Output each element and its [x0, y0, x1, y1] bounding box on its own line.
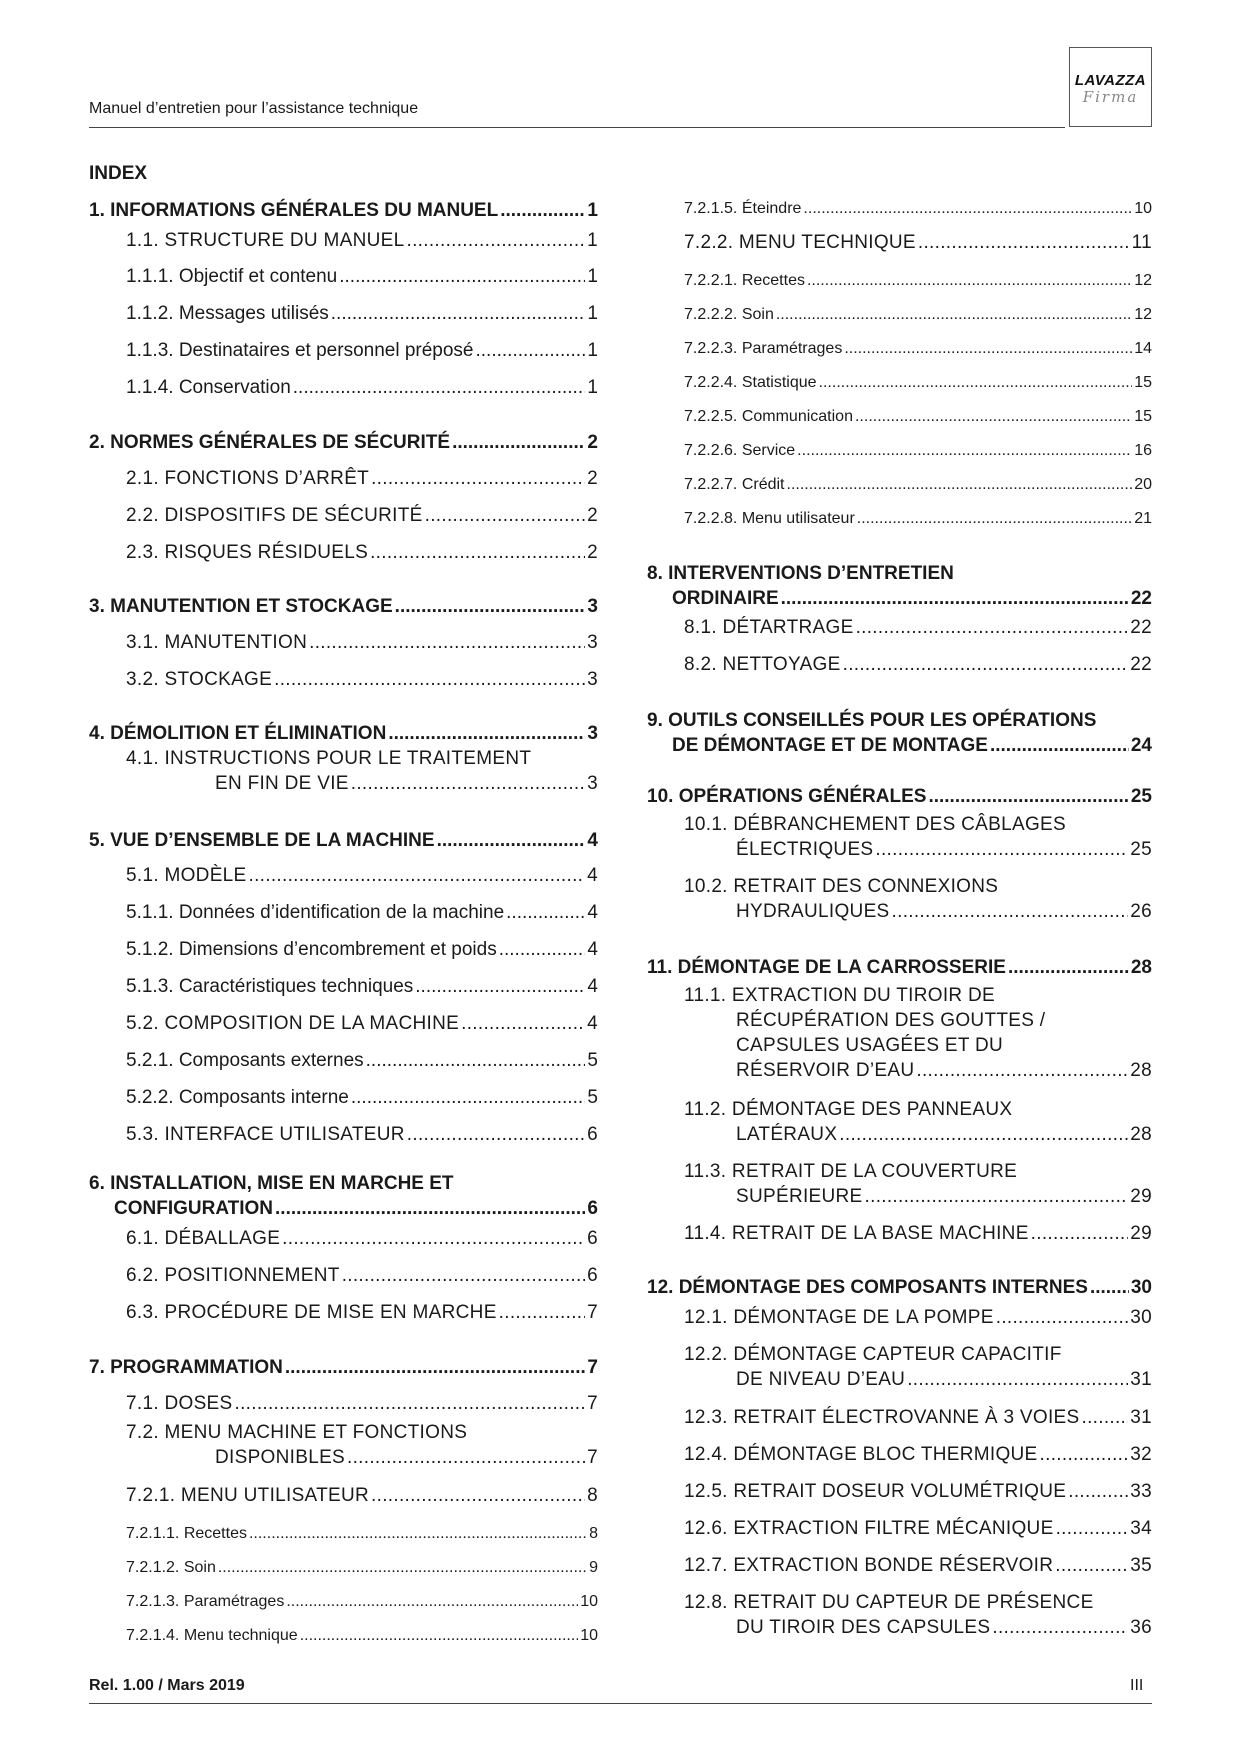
dot-leader [500, 198, 585, 223]
dot-leader [855, 404, 1132, 429]
toc-label-continuation: CONFIGURATION [114, 1198, 274, 1219]
dot-leader [370, 540, 585, 565]
toc-label: 7.2.2.4. Statistique [684, 374, 817, 391]
toc-page-number: 10 [580, 1627, 598, 1644]
toc-page-number: 7 [587, 1357, 598, 1378]
toc-label: 7.2.2.1. Recettes [684, 272, 805, 289]
toc-label: 4.1. INSTRUCTIONS POUR LE TRAITEMENT [126, 748, 532, 769]
toc-page-number: 4 [587, 1013, 598, 1034]
toc-label: 2.3. RISQUES RÉSIDUELS [126, 542, 369, 563]
dot-leader [839, 1122, 1128, 1147]
toc-label: 12.8. RETRAIT DU CAPTEUR DE PRÉSENCE [684, 1592, 1094, 1613]
dot-leader [992, 1615, 1128, 1640]
toc-entry-8[interactable] [647, 561, 1152, 611]
toc-entry-8-1[interactable] [684, 615, 1152, 640]
dot-leader [1055, 1553, 1128, 1578]
toc-page-number: 1 [587, 340, 598, 361]
toc-entry-5-1[interactable] [126, 863, 598, 888]
toc-label: 1.1.2. Messages utilisés [126, 303, 329, 324]
dot-leader [843, 652, 1129, 677]
toc-page-number: 30 [1130, 1307, 1152, 1328]
toc-label: 7.2.2.8. Menu utilisateur [684, 510, 855, 527]
toc-page-number: 4 [587, 939, 598, 960]
toc-entry-7-2-2-6[interactable] [684, 438, 1152, 463]
toc-label: 7.2.1.2. Soin [126, 1559, 216, 1576]
toc-page-number: 25 [1130, 786, 1152, 807]
toc-entry-12-4[interactable] [684, 1442, 1152, 1467]
toc-page-number: 5 [587, 1050, 598, 1071]
toc-label: 7.2.2.7. Crédit [684, 476, 785, 493]
toc-entry-4-1[interactable] [126, 746, 598, 796]
dot-leader [286, 1589, 578, 1614]
toc-entry-7-1[interactable] [126, 1391, 598, 1416]
toc-label-continuation: LATÉRAUX [736, 1124, 838, 1145]
dot-leader [803, 196, 1132, 221]
dot-leader [506, 900, 585, 925]
dot-leader [1090, 1275, 1129, 1300]
toc-label-continuation: ORDINAIRE [672, 588, 779, 609]
toc-label: 9. OUTILS CONSEILLÉS POUR LES OPÉRATIONS [647, 710, 1097, 731]
toc-page-number: 15 [1134, 374, 1152, 391]
toc-label: 7.2.2.2. Soin [684, 306, 774, 323]
toc-label: 7.2.2. MENU TECHNIQUE [684, 232, 916, 253]
toc-entry-5-1-2[interactable] [126, 937, 598, 962]
toc-page-number: 26 [1130, 901, 1152, 922]
toc-page-number: 7 [587, 1302, 598, 1323]
toc-entry-11-4[interactable] [684, 1221, 1152, 1246]
toc-label: 1.1. STRUCTURE DU MANUEL [126, 230, 405, 251]
toc-label-continuation: DU TIROIR DES CAPSULES [736, 1617, 991, 1638]
toc-page-number: 5 [587, 1087, 598, 1108]
toc-page-number: 20 [1134, 476, 1152, 493]
toc-entry-12-2[interactable] [684, 1342, 1152, 1392]
toc-label: 12.5. RETRAIT DOSEUR VOLUMÉTRIQUE [684, 1481, 1067, 1502]
toc-label: 11.2. DÉMONTAGE DES PANNEAUX [684, 1099, 1013, 1120]
toc-entry-10[interactable] [647, 784, 1152, 809]
dot-leader [309, 630, 585, 655]
toc-entry-1[interactable] [89, 198, 598, 223]
toc-entry-11-1[interactable] [684, 983, 1152, 1083]
toc-label: 1.1.1. Objectif et contenu [126, 266, 338, 287]
toc-page-number: 34 [1130, 1518, 1152, 1539]
toc-label: 8. INTERVENTIONS D’ENTRETIEN [647, 563, 954, 584]
toc-label: 5.3. INTERFACE UTILISATEUR [126, 1124, 405, 1145]
toc-label: 10.1. DÉBRANCHEMENT DES CÂBLAGES [684, 814, 1066, 835]
toc-page-number: 3 [587, 632, 598, 653]
toc-page-number: 1 [587, 230, 598, 251]
toc-label: 7.2. MENU MACHINE ET FONCTIONS [126, 1422, 468, 1443]
toc-label-continuation: SUPÉRIEURE [736, 1186, 863, 1207]
dot-leader [476, 338, 586, 363]
toc-entry-3[interactable] [89, 594, 598, 619]
toc-label: 7.2.1. MENU UTILISATEUR [126, 1485, 370, 1506]
toc-entry-5-2[interactable] [126, 1011, 598, 1036]
toc-page-number: 12 [1134, 306, 1152, 323]
toc-label: 12.3. RETRAIT ÉLECTROVANNE À 3 VOIES [684, 1407, 1080, 1428]
toc-label: 3.2. STOCKAGE [126, 669, 273, 690]
toc-label: 5.2. COMPOSITION DE LA MACHINE [126, 1013, 460, 1034]
page-number: III [1130, 1677, 1144, 1694]
toc-entry-2-2[interactable] [126, 503, 598, 528]
toc-page-number: 10 [1134, 200, 1152, 217]
toc-entry-12-5[interactable] [684, 1479, 1152, 1504]
dot-leader [342, 1263, 585, 1288]
toc-entry-6-2[interactable] [126, 1263, 598, 1288]
toc-page-number: 22 [1130, 588, 1152, 609]
logo-wordmark: LAVAZZA [1074, 72, 1147, 89]
toc-entry-12-7[interactable] [684, 1553, 1152, 1578]
toc-label-continuation: DE DÉMONTAGE ET DE MONTAGE [672, 735, 988, 756]
toc-entry-1-1[interactable] [126, 228, 598, 253]
dot-leader [395, 594, 586, 619]
toc-entry-7-2[interactable] [126, 1420, 598, 1470]
toc-page-number: 21 [1134, 510, 1152, 527]
toc-entry-5-2-2[interactable] [126, 1085, 598, 1110]
toc-label: 7.2.1.4. Menu technique [126, 1627, 298, 1644]
toc-label: 5. VUE D’ENSEMBLE DE LA MACHINE [89, 830, 435, 851]
toc-page-number: 3 [587, 596, 598, 617]
toc-page-number: 31 [1130, 1407, 1152, 1428]
dot-leader [407, 1122, 585, 1147]
toc-page-number: 29 [1130, 1223, 1152, 1244]
toc-page-number: 32 [1130, 1444, 1152, 1465]
toc-entry-7-2-2[interactable] [684, 230, 1152, 255]
toc-entry-12[interactable] [647, 1275, 1152, 1300]
dot-leader [371, 466, 585, 491]
toc-entry-3-2[interactable] [126, 667, 598, 692]
toc-page-number: 2 [587, 432, 598, 453]
dot-leader [499, 937, 586, 962]
toc-label: 11.3. RETRAIT DE LA COUVERTURE [684, 1161, 1018, 1182]
toc-label: 12.7. EXTRACTION BONDE RÉSERVOIR [684, 1555, 1054, 1576]
dot-leader [437, 828, 586, 853]
toc-entry-7-2-2-3[interactable] [684, 336, 1152, 361]
toc-label: 8.1. DÉTARTRAGE [684, 617, 854, 638]
dot-leader [351, 1085, 586, 1110]
toc-page-number: 1 [587, 266, 598, 287]
dot-leader [865, 1184, 1129, 1209]
toc-label: 1.1.4. Conservation [126, 377, 291, 398]
toc-page-number: 4 [587, 830, 598, 851]
toc-label: 7.2.2.6. Service [684, 442, 796, 459]
toc-label: 5.1. MODÈLE [126, 865, 247, 886]
toc-label: 8.2. NETTOYAGE [684, 654, 841, 675]
toc-label: 2.2. DISPOSITIFS DE SÉCURITÉ [126, 505, 423, 526]
dot-leader [1056, 1516, 1129, 1541]
toc-page-number: 2 [587, 468, 598, 489]
toc-entry-12-6[interactable] [684, 1516, 1152, 1541]
toc-label: 4. DÉMOLITION ET ÉLIMINATION [89, 723, 387, 744]
toc-label-continuation: EN FIN DE VIE [215, 773, 349, 794]
dot-leader [1031, 1221, 1129, 1246]
toc-label: 6. INSTALLATION, MISE EN MARCHE ET [89, 1173, 454, 1194]
toc-label: 2.1. FONCTIONS D’ARRÊT [126, 468, 370, 489]
toc-entry-7[interactable] [89, 1355, 598, 1380]
dot-leader [339, 264, 585, 289]
toc-page-number: 31 [1130, 1369, 1152, 1390]
dot-leader [388, 721, 585, 746]
toc-label: 5.1.3. Caractéristiques techniques [126, 976, 414, 997]
toc-page-number: 1 [587, 200, 598, 221]
toc-page-number: 29 [1130, 1186, 1152, 1207]
toc-label: 7.1. DOSES [126, 1393, 233, 1414]
toc-page-number: 22 [1130, 654, 1152, 675]
dot-leader [218, 1555, 587, 1580]
toc-page-number: 2 [587, 542, 598, 563]
toc-label: 12.6. EXTRACTION FILTRE MÉCANIQUE [684, 1518, 1054, 1539]
toc-label-continuation: CAPSULES USAGÉES ET DU [736, 1035, 1004, 1056]
toc-label: 7. PROGRAMMATION [89, 1357, 283, 1378]
toc-label: 11.4. RETRAIT DE LA BASE MACHINE [684, 1223, 1029, 1244]
toc-label: 6.3. PROCÉDURE DE MISE EN MARCHE [126, 1302, 497, 1323]
toc-entry-1-1-4[interactable] [126, 375, 598, 400]
dot-leader [1008, 955, 1129, 980]
toc-entry-5[interactable] [89, 828, 598, 853]
toc-label: 1. INFORMATIONS GÉNÉRALES DU MANUEL [89, 200, 499, 221]
dot-leader [857, 506, 1132, 531]
index-heading: INDEX [89, 163, 148, 184]
toc-label: 12.2. DÉMONTAGE CAPTEUR CAPACITIF [684, 1344, 1062, 1365]
toc-label: 12.4. DÉMONTAGE BLOC THERMIQUE [684, 1444, 1038, 1465]
toc-page-number: 3 [587, 773, 598, 794]
toc-page-number: 14 [1134, 340, 1152, 357]
toc-entry-7-2-1-3[interactable] [126, 1589, 598, 1614]
toc-entry-11-3[interactable] [684, 1159, 1152, 1209]
toc-entry-5-3[interactable] [126, 1122, 598, 1147]
toc-page-number: 7 [587, 1447, 598, 1468]
header-divider [89, 127, 1065, 128]
toc-page-number: 8 [589, 1525, 598, 1542]
dot-leader [907, 1367, 1128, 1392]
toc-entry-7-2-1-2[interactable] [126, 1555, 598, 1580]
toc-entry-8-2[interactable] [684, 652, 1152, 677]
toc-entry-12-3[interactable] [684, 1405, 1152, 1430]
dot-leader [407, 228, 586, 253]
toc-entry-10-1[interactable] [684, 812, 1152, 862]
toc-entry-12-8[interactable] [684, 1590, 1152, 1640]
toc-label: 7.2.2.3. Paramétrages [684, 340, 843, 357]
brand-logo [1069, 47, 1152, 127]
toc-entry-6[interactable] [89, 1171, 598, 1221]
toc-page-number: 1 [587, 377, 598, 398]
toc-label: 7.2.1.3. Paramétrages [126, 1593, 285, 1610]
dot-leader [807, 268, 1132, 293]
dot-leader [996, 1305, 1129, 1330]
toc-page-number: 4 [587, 976, 598, 997]
toc-page-number: 28 [1130, 1060, 1152, 1081]
toc-page-number: 9 [589, 1559, 598, 1576]
toc-page-number: 7 [587, 1393, 598, 1414]
dot-leader [415, 974, 585, 999]
toc-page-number: 3 [587, 669, 598, 690]
toc-label: 5.2.1. Composants externes [126, 1050, 364, 1071]
dot-leader [366, 1048, 586, 1073]
toc-page-number: 10 [580, 1593, 598, 1610]
dot-leader [1082, 1405, 1129, 1430]
toc-label: 7.2.1.5. Éteindre [684, 200, 802, 217]
dot-leader [1068, 1479, 1128, 1504]
dot-leader [285, 1355, 586, 1380]
dot-leader [371, 1483, 585, 1508]
dot-leader [916, 1058, 1128, 1083]
toc-page-number: 16 [1134, 442, 1152, 459]
dot-leader [990, 733, 1129, 758]
dot-leader [918, 230, 1130, 255]
dot-leader [300, 1623, 579, 1648]
toc-entry-10-2[interactable] [684, 874, 1152, 924]
toc-label: 12. DÉMONTAGE DES COMPOSANTS INTERNES [647, 1277, 1088, 1298]
toc-page-number: 6 [587, 1265, 598, 1286]
toc-page-number: 15 [1134, 408, 1152, 425]
toc-label-continuation: RÉCUPÉRATION DES GOUTTES / [736, 1010, 1046, 1031]
toc-page-number: 22 [1130, 617, 1152, 638]
toc-entry-2[interactable] [89, 430, 598, 455]
toc-label: 6.1. DÉBALLAGE [126, 1228, 281, 1249]
release-info: Rel. 1.00 / Mars 2019 [89, 1677, 245, 1694]
toc-entry-12-1[interactable] [684, 1305, 1152, 1330]
toc-page-number: 8 [587, 1485, 598, 1506]
dot-leader [347, 1445, 585, 1470]
toc-entry-1-1-2[interactable] [126, 301, 598, 326]
dot-leader [875, 837, 1128, 862]
dot-leader [452, 430, 585, 455]
toc-entry-3-1[interactable] [126, 630, 598, 655]
dot-leader [797, 438, 1132, 463]
toc-label-continuation: DE NIVEAU D’EAU [736, 1369, 906, 1390]
toc-page-number: 28 [1130, 957, 1152, 978]
toc-label: 5.1.1. Données d’identification de la machine [126, 902, 505, 923]
toc-entry-7-2-2-2[interactable] [684, 302, 1152, 327]
toc-page-number: 4 [587, 902, 598, 923]
toc-entry-1-1-3[interactable] [126, 338, 598, 363]
toc-entry-11-2[interactable] [684, 1097, 1152, 1147]
dot-leader [351, 771, 585, 796]
toc-entry-5-1-3[interactable] [126, 974, 598, 999]
toc-page-number: 4 [587, 865, 598, 886]
toc-page-number: 30 [1130, 1277, 1152, 1298]
toc-label: 3.1. MANUTENTION [126, 632, 308, 653]
header-title: Manuel d’entretien pour l’assistance technique [89, 100, 419, 117]
dot-leader [1040, 1442, 1129, 1467]
dot-leader [249, 1521, 587, 1546]
toc-page-number: 6 [587, 1198, 598, 1219]
dot-leader [275, 1196, 585, 1221]
toc-page-number: 2 [587, 505, 598, 526]
dot-leader [787, 472, 1133, 497]
dot-leader [274, 667, 585, 692]
toc-label: 11.1. EXTRACTION DU TIROIR DE [684, 985, 995, 1006]
dot-leader [819, 370, 1133, 395]
toc-entry-6-3[interactable] [126, 1300, 598, 1325]
toc-label: 2. NORMES GÉNÉRALES DE SÉCURITÉ [89, 432, 451, 453]
toc-label-continuation: RÉSERVOIR D’EAU [736, 1060, 915, 1081]
toc-page-number: 12 [1134, 272, 1152, 289]
toc-page-number: 6 [587, 1228, 598, 1249]
toc-label-continuation: HYDRAULIQUES [736, 901, 890, 922]
toc-label: 5.1.2. Dimensions d’encombrement et poids [126, 939, 497, 960]
toc-label: 12.1. DÉMONTAGE DE LA POMPE [684, 1307, 994, 1328]
toc-entry-5-1-1[interactable] [126, 900, 598, 925]
toc-page-number: 28 [1130, 1124, 1152, 1145]
toc-page-number: 36 [1130, 1617, 1152, 1638]
dot-leader [856, 615, 1129, 640]
dot-leader [249, 863, 586, 888]
toc-label: 11. DÉMONTAGE DE LA CARROSSERIE [647, 957, 1006, 978]
dot-leader [928, 784, 1128, 809]
toc-page-number: 24 [1130, 735, 1152, 756]
toc-page-number: 6 [587, 1124, 598, 1145]
toc-page-number: 25 [1130, 839, 1152, 860]
footer-divider [89, 1703, 1152, 1704]
toc-entry-11[interactable] [647, 955, 1152, 980]
toc-label: 5.2.2. Composants interne [126, 1087, 349, 1108]
toc-entry-5-2-1[interactable] [126, 1048, 598, 1073]
toc-entry-7-2-2-5[interactable] [684, 404, 1152, 429]
toc-page-number: 3 [587, 723, 598, 744]
toc-entry-7-2-2-8[interactable] [684, 506, 1152, 531]
toc-page-number: 1 [587, 303, 598, 324]
toc-label: 10. OPÉRATIONS GÉNÉRALES [647, 786, 927, 807]
toc-page-number: 11 [1131, 232, 1152, 253]
dot-leader [331, 301, 586, 326]
toc-label: 7.2.2.5. Communication [684, 408, 853, 425]
dot-leader [781, 586, 1129, 611]
toc-entry-7-2-1-5[interactable] [684, 196, 1152, 221]
dot-leader [282, 1226, 585, 1251]
toc-entry-1-1-1[interactable] [126, 264, 598, 289]
toc-entry-2-1[interactable] [126, 466, 598, 491]
toc-entry-6-1[interactable] [126, 1226, 598, 1251]
dot-leader [844, 336, 1132, 361]
toc-entry-2-3[interactable] [126, 540, 598, 565]
toc-entry-7-2-2-1[interactable] [684, 268, 1152, 293]
toc-page-number: 35 [1130, 1555, 1152, 1576]
dot-leader [293, 375, 586, 400]
toc-label: 1.1.3. Destinataires et personnel préposé [126, 340, 474, 361]
toc-label: 10.2. RETRAIT DES CONNEXIONS [684, 876, 999, 897]
toc-entry-4[interactable] [89, 721, 598, 746]
toc-entry-7-2-1-4[interactable] [126, 1623, 598, 1648]
dot-leader [461, 1011, 585, 1036]
toc-entry-7-2-2-7[interactable] [684, 472, 1152, 497]
dot-leader [235, 1391, 586, 1416]
toc-entry-7-2-2-4[interactable] [684, 370, 1152, 395]
toc-entry-7-2-1-1[interactable] [126, 1521, 598, 1546]
dot-leader [499, 1300, 585, 1325]
toc-label-continuation: ÉLECTRIQUES [736, 839, 874, 860]
dot-leader [892, 899, 1129, 924]
toc-label: 7.2.1.1. Recettes [126, 1525, 247, 1542]
toc-page-number: 33 [1130, 1481, 1152, 1502]
toc-label: 6.2. POSITIONNEMENT [126, 1265, 340, 1286]
toc-label-continuation: DISPONIBLES [215, 1447, 346, 1468]
toc-entry-9[interactable] [647, 708, 1152, 758]
dot-leader [776, 302, 1132, 327]
logo-subline: Firma [1082, 88, 1139, 106]
toc-label: 3. MANUTENTION ET STOCKAGE [89, 596, 393, 617]
dot-leader [425, 503, 585, 528]
toc-entry-7-2-1[interactable] [126, 1483, 598, 1508]
